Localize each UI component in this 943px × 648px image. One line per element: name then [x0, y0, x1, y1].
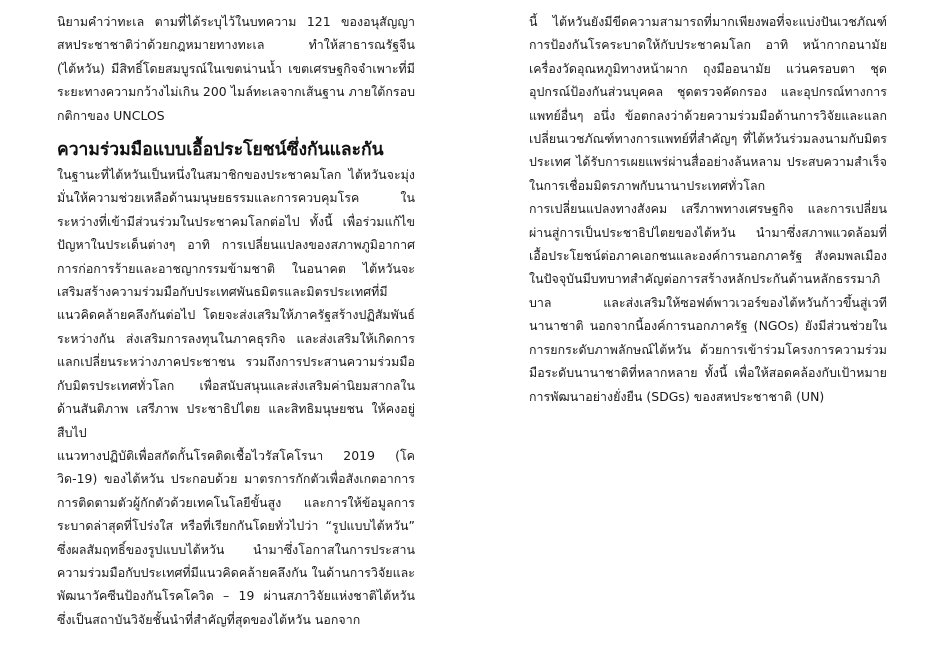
paragraph-global-community: ในฐานะที่ไต้หวันเป็นหนึ่งในสมาชิกของประชาคมโลก ไต้หวันจะมุ่งมั่นให้ความช่วยเหลือด้านมนุษยธรรมและการควบคุมโรค ในระหว่างที่เข้ามีส่วนร่วมในประชาคมโลกต่อไป ทั้งนี้ เพื่อร่วมแก้ไขปัญหาในประเด็นต่างๆ อาทิ การเปลี่ยนแปลงของสภาพภูมิอากาศ การก่อการร้ายและอาชญากรรมข้ามชาติ ในอนาคต ไต้หวันจะเสริมสร้างความร่วมมือกับประเทศพันธมิตรและมิตรประเทศที่มีแนวคิดคล้ายคลึงกันต่อไป โดยจะส่งเสริมให้ภาครัฐสร้างปฏิสัมพันธ์ระหว่างกัน ส่งเสริมการลงทุนในภาคธุรกิจ และส่งเสริมให้เกิดการแลกเปลี่ยนระหว่างภาคประชาชน รวมถึงการประสานความร่วมมือกับมิตรประเทศทั่วโลก เพื่อสนับสนุนและส่งเสริมค่านิยมสากลในด้านสันติภาพ เสรีภาพ ประชาธิปไตย และสิทธิมนุษยชน ให้คงอยู่สืบไป — [57, 167, 415, 440]
section-heading-mutual-cooperation: ความร่วมมือแบบเอื้อประโยชน์ซึ่งกันและกัน — [57, 140, 384, 161]
right-column — [529, 10, 887, 408]
paragraph-medical-supplies: นี้ ไต้หวันยังมีขีดความสามารถที่มากเพียงพอที่จะแบ่งปันเวชภัณฑ์การป้องกันโรคระบาดให้กับประชาคมโลก อาทิ หน้ากากอนามัย เครื่องวัดอุณหภูมิทางหน้าผาก ถุงมืออนามัย แว่นครอบตา ชุดอุปกรณ์ป้องกันส่วนบุคคล ชุดตรวจคัดกรอง และอุปกรณ์ทางการแพทย์อื่นๆ อนึ่ง ข้อตกลงว่าด้วยความร่วมมือด้านการวิจัยและแลกเปลี่ยนเวชภัณฑ์ทางการแพทย์ที่สำคัญๆ ที่ไต้หวันร่วมลงนามกับมิตรประเทศ ได้รับการเผยแพร่ผ่านสื่ออย่างล้นหลาม ประสบความสำเร็จในการเชื่อมมิตรภาพกับนานาประเทศทั่วโลก — [529, 14, 887, 193]
left-column — [57, 10, 415, 631]
paragraph-civil-society-ngos: การเปลี่ยนแปลงทางสังคม เสรีภาพทางเศรษฐกิจ และการเปลี่ยนผ่านสู่การเป็นประชาธิปไตยของไต้หวัน นำมาซึ่งสภาพแวดล้อมที่เอื้อประโยชน์ต่อภาคเอกชนและองค์การนอกภาครัฐ สังคมพลเมืองในปัจจุบันมีบทบาทสำคัญต่อการสร้างหลักประกันด้านหลักธรรมาภิบาล และส่งเสริมให้ซอฟต์พาวเวอร์ของไต้หวันก้าวขึ้นสู่เวทีนานาชาติ นอกจากนี้องค์การนอกภาครัฐ (NGOs) ยังมีส่วนช่วยในการยกระดับภาพลักษณ์ไต้หวัน ด้วยการเข้าร่วมโครงการความร่วมมือระดับนานาชาติที่หลากหลาย ทั้งนี้ เพื่อให้สอดคล้องกับเป้าหมายการพัฒนาอย่างยั่งยืน (SDGs) ของสหประชาชาติ (UN) — [529, 201, 887, 404]
paragraph-unclos-definition: นิยามคำว่าทะเล ตามที่ได้ระบุไว้ในบทความ 121 ของอนุสัญญาสหประชาชาติว่าด้วยกฎหมายทางทะเล ทำให้สาธารณรัฐจีน (ไต้หวัน) มีสิทธิ์โดยสมบูรณ์ในเขตน่านน้ำ เขตเศรษฐกิจจำเพาะที่มีระยะทางความกว้างไม่เกิน 200 ไมล์ทะเลจากเส้นฐาน ภายใต้กรอบกติกาของ UNCLOS — [57, 14, 415, 123]
paragraph-covid-taiwan-model: แนวทางปฏิบัติเพื่อสกัดกั้นโรคติดเชื้อไวรัสโคโรนา 2019 (โควิด-19) ของไต้หวัน ประกอบด้วย มาตรการกักตัวเพื่อสังเกตอาการ การติดตามตัวผู้กักตัวด้วยเทคโนโลยีขั้นสูง และการให้ข้อมูลการระบาดล่าสุดที่โปร่งใส หรือที่เรียกกันโดยทั่วไปว่า “รูปแบบไต้หวัน” ซึ่งผลสัมฤทธิ์ของรูปแบบไต้หวัน นำมาซึ่งโอกาสในการประสานความร่วมมือกับประเทศที่มีแนวคิดคล้ายคลึงกัน ในด้านการวิจัยและพัฒนาวัคซีนป้องกันโรคโควิด – 19 ผ่านสภาวิจัยแห่งชาติไต้หวัน ซึ่งเป็นสถาบันวิจัยชั้นนำที่สำคัญที่สุดของไต้หวัน นอกจาก — [57, 447, 415, 627]
